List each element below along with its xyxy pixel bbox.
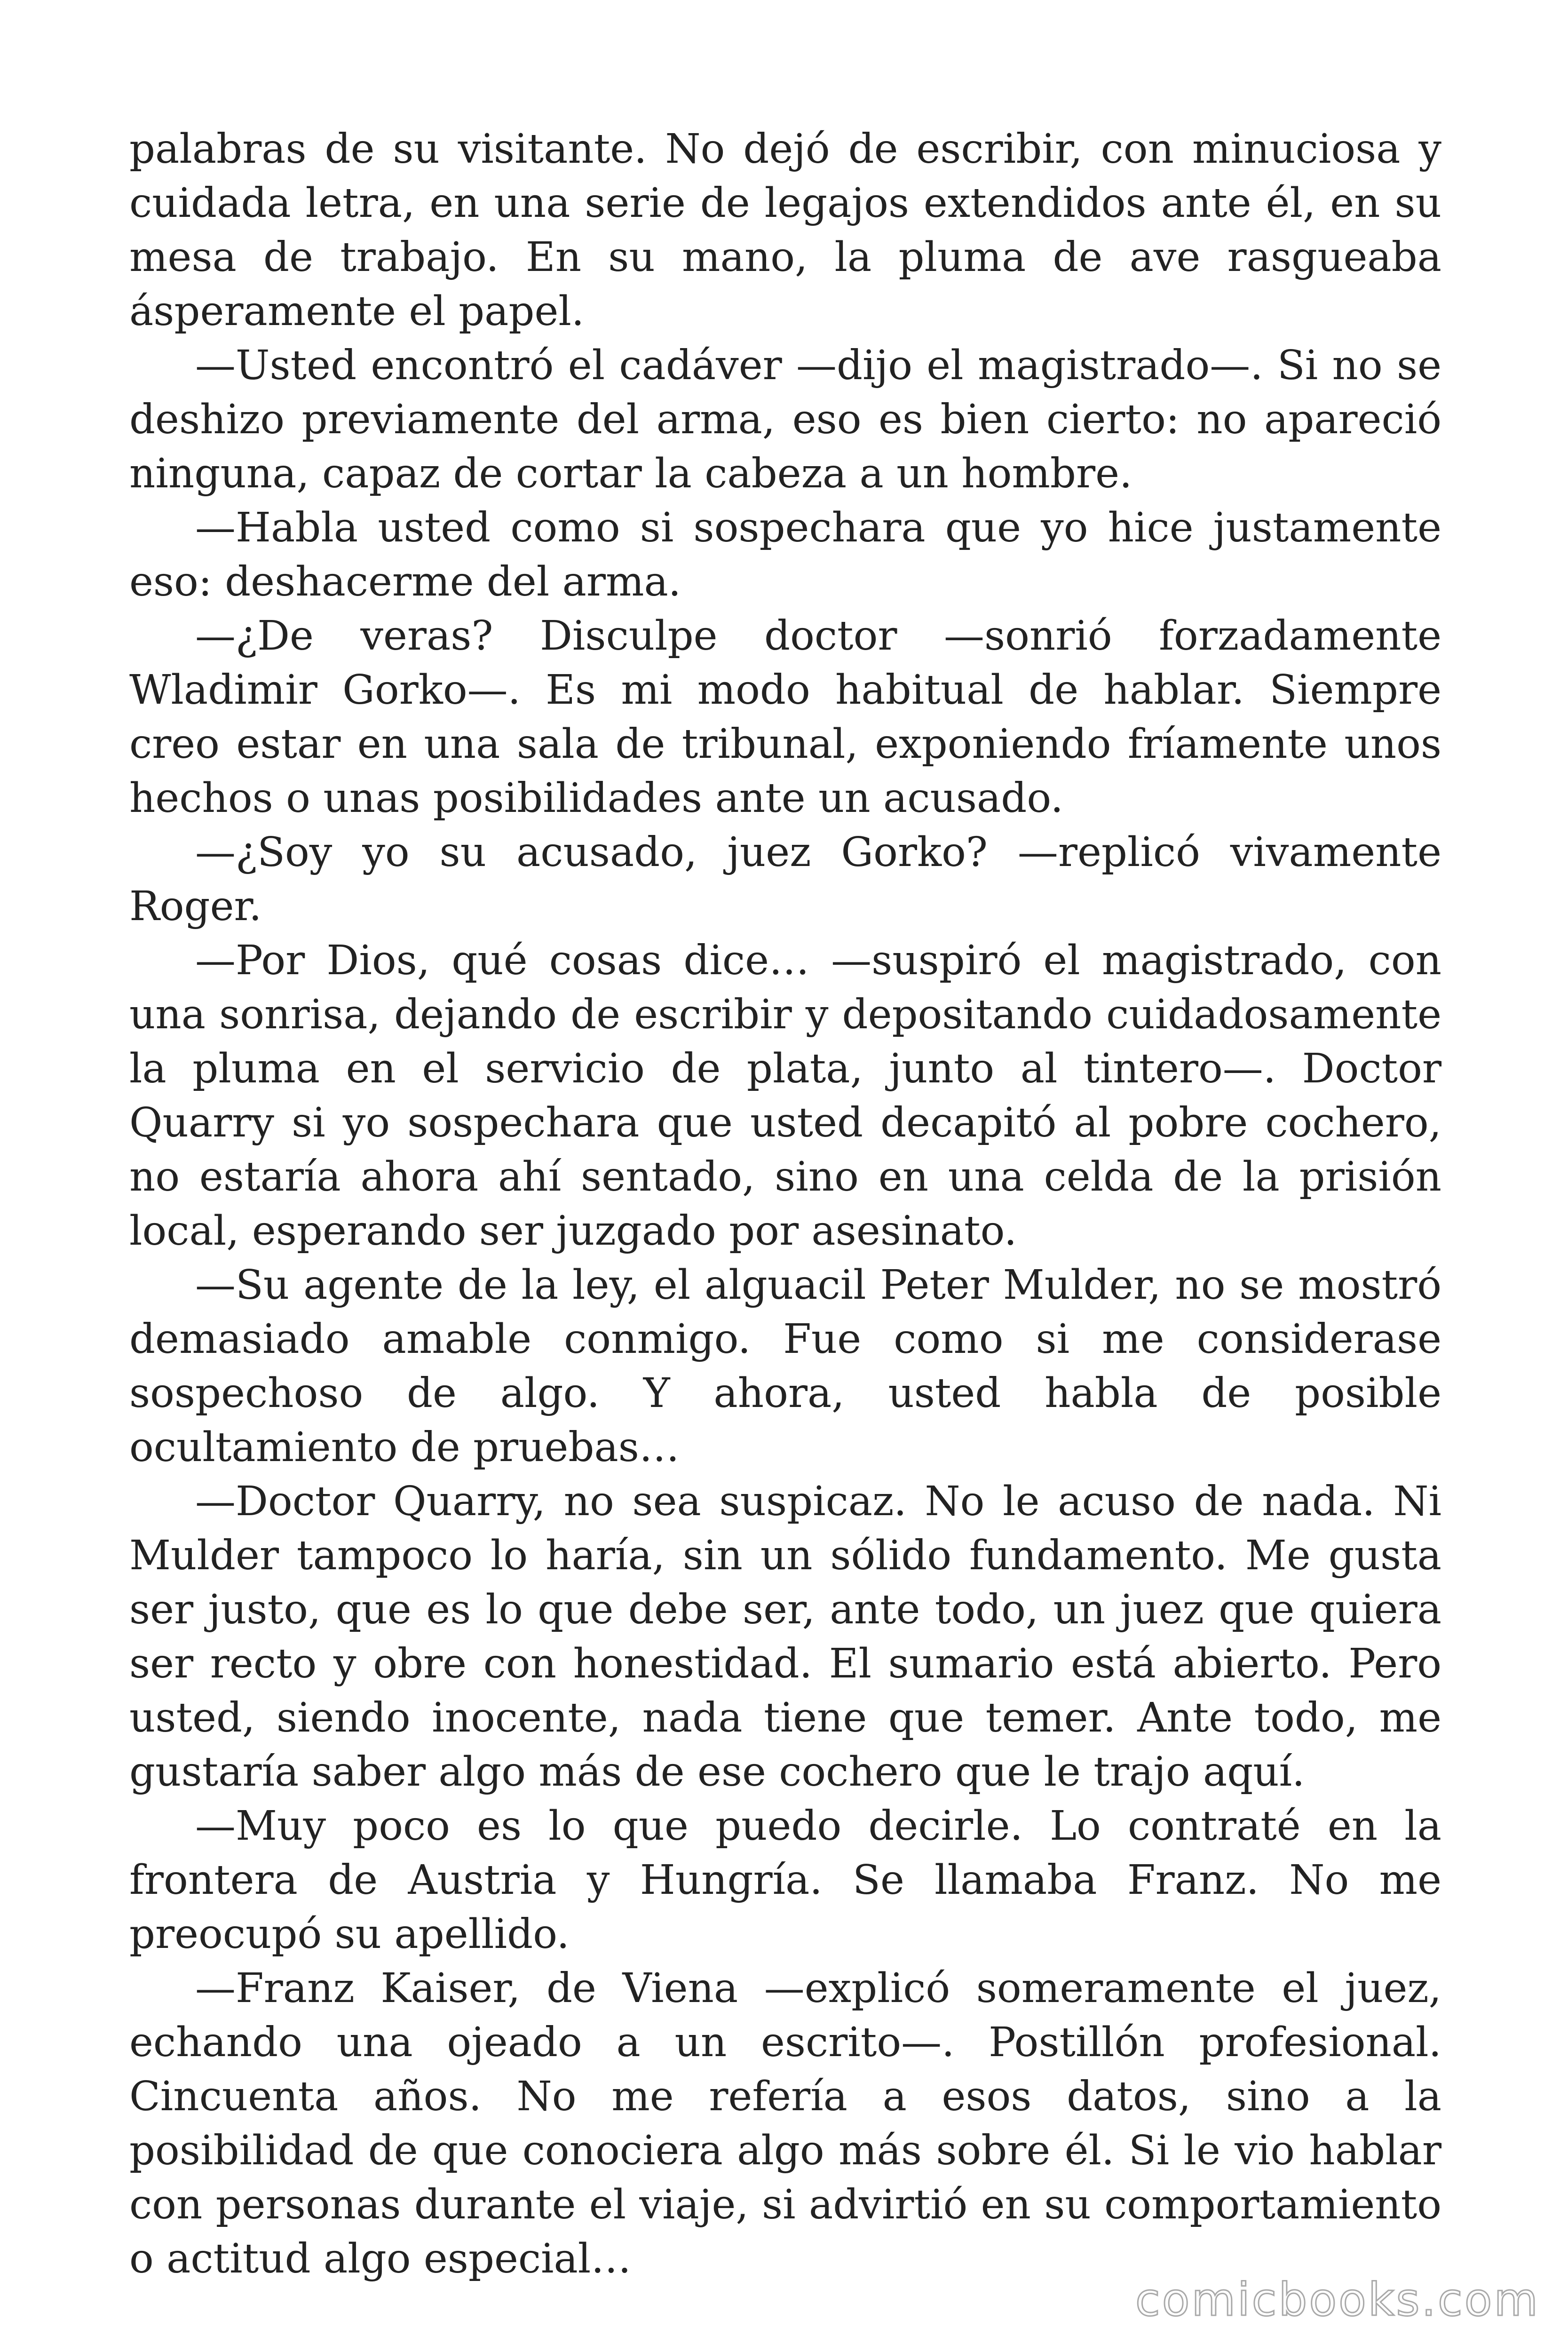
paragraph: —Doctor Quarry, no sea suspicaz. No le acuso de nada. Ni Mulder tampoco lo haría, sin un sólido fundamento. Me gusta ser justo, que es lo que debe ser, ante todo, un juez que quiera ser recto y obre con honestidad. El sumario está abierto. Pero usted, siendo inocente, nada tiene que temer. Ante todo, me gustaría saber algo más de ese cochero que le trajo aquí. xyxy=(129,1478,1441,1796)
paragraph-continuation: palabras de su visitante. No dejó de escribir, con minuciosa y cuidada letra, en una serie de legajos extendidos ante él, en su mesa de trabajo. En su mano, la pluma de ave rasgueaba ásperamente el papel. xyxy=(129,126,1441,335)
paragraph: —Usted encontró el cadáver —dijo el magistrado—. Si no se deshizo previamente del arma, eso es bien cierto: no apareció ninguna, capaz de cortar la cabeza a un hombre. xyxy=(129,342,1441,497)
paragraph: —Muy poco es lo que puedo decirle. Lo contraté en la frontera de Austria y Hungría. Se llamaba Franz. No me preocupó su apellido. xyxy=(129,1803,1441,1958)
paragraph: —Su agente de la ley, el alguacil Peter Mulder, no se mostró demasiado amable conmigo. Fue como si me considerase sospechoso de algo. Y ahora, usted habla de posible ocultamiento de pruebas… xyxy=(129,1262,1441,1471)
paragraph: —¿Soy yo su acusado, juez Gorko? —replicó vivamente Roger. xyxy=(129,829,1441,930)
page-text xyxy=(129,122,1441,2286)
watermark: comicbooks.com xyxy=(1135,2273,1540,2326)
paragraph: —Por Dios, qué cosas dice… —suspiró el magistrado, con una sonrisa, dejando de escribir y depositando cuidadosamente la pluma en el servicio de plata, junto al tintero—. Doctor Quarry si yo sospechara que usted decapitó al pobre cochero, no estaría ahora ahí sentado, sino en una celda de la prisión local, esperando ser juzgado por asesinato. xyxy=(129,937,1441,1255)
paragraph: —Habla usted como si sospechara que yo hice justamente eso: deshacerme del arma. xyxy=(129,504,1441,605)
paragraph: —¿De veras? Disculpe doctor —sonrió forzadamente Wladimir Gorko—. Es mi modo habitual de hablar. Siempre creo estar en una sala de tribunal, exponiendo fríamente unos hechos o unas posibilidades ante un acusado. xyxy=(129,612,1441,822)
paragraph: —Franz Kaiser, de Viena —explicó someramente el juez, echando una ojeado a un escrito—. Postillón profesional. Cincuenta años. No me refería a esos datos, sino a la posibilidad de que conociera algo más sobre él. Si le vio hablar con personas durante el viaje, si advirtió en su comportamiento o actitud algo especial… xyxy=(129,1965,1441,2282)
